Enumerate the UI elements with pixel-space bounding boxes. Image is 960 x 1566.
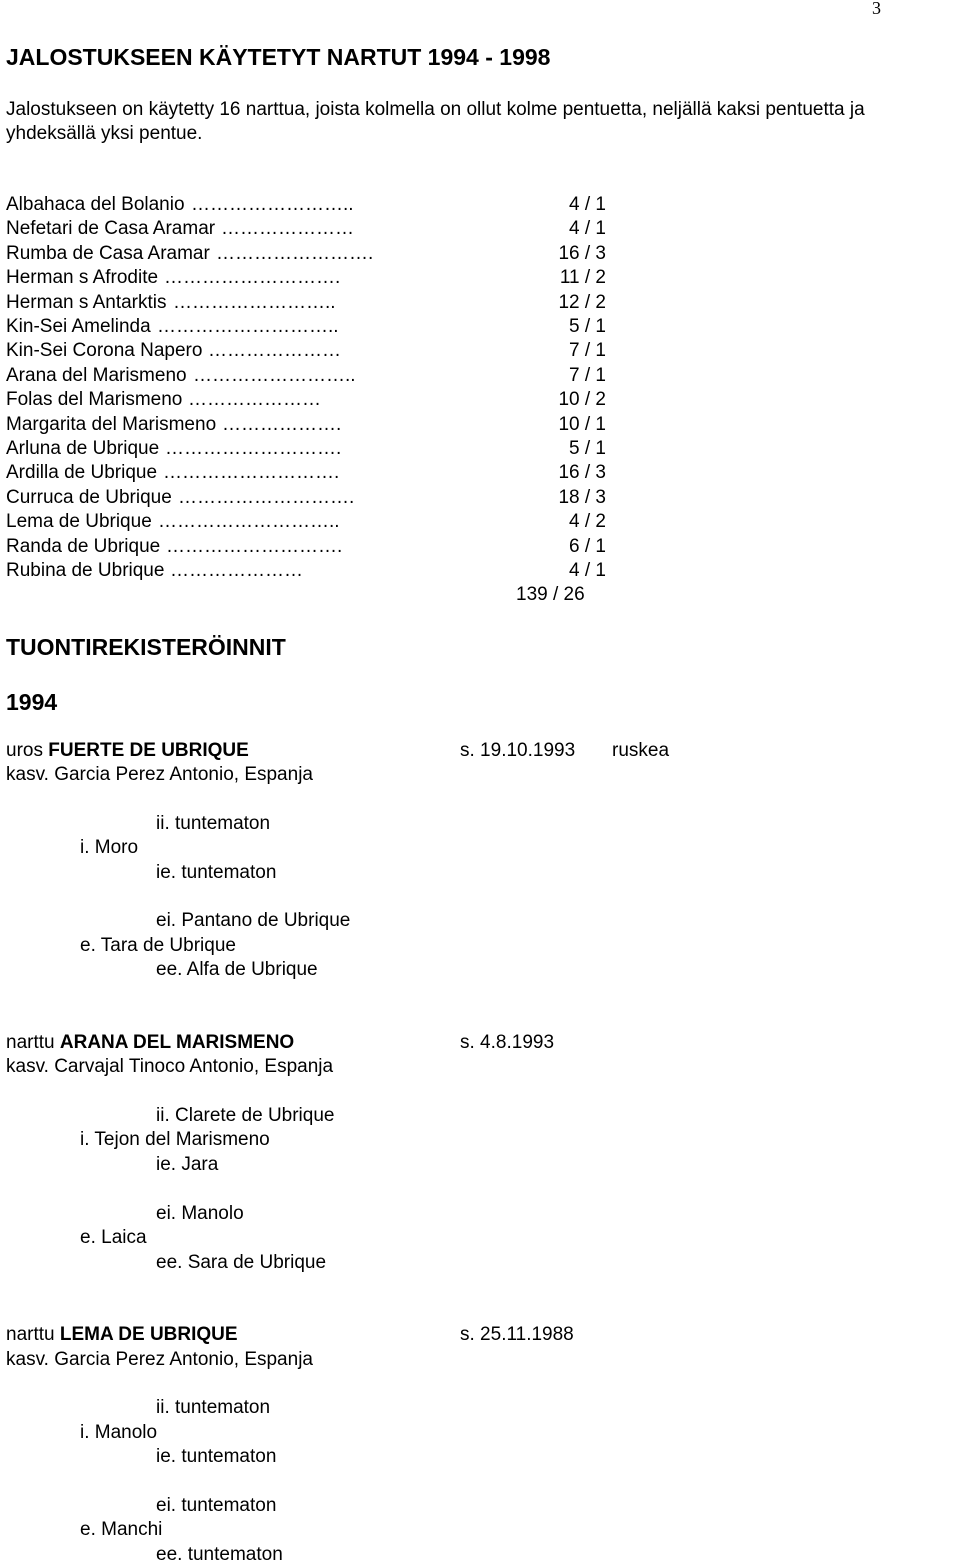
dog-leader-dots: ………………………. — [163, 462, 340, 483]
dog-litters: 11 / 2 — [559, 267, 606, 288]
import-birth: s. 4.8.1993 — [460, 1032, 555, 1053]
dog-litters: 16 / 3 — [558, 462, 606, 483]
dog-name: Rubina de Ubrique — [6, 560, 165, 581]
import-breeder: kasv. Carvajal Tinoco Antonio, Espanja — [6, 1056, 334, 1077]
import-birth: s. 19.10.1993 — [460, 740, 576, 761]
pedigree-ee: ee. tuntematon — [156, 1544, 283, 1565]
dog-name: Herman s Antarktis — [6, 292, 167, 313]
pedigree-ie: ie. Jara — [156, 1154, 219, 1175]
dog-litters: 7 / 1 — [569, 340, 606, 361]
pedigree-ee: ee. Sara de Ubrique — [156, 1252, 327, 1273]
dog-name: Arluna de Ubrique — [6, 438, 160, 459]
import-breeder: kasv. Garcia Perez Antonio, Espanja — [6, 1349, 313, 1370]
dog-leader-dots: ………………… — [221, 218, 354, 239]
import-sex: narttu — [6, 1032, 55, 1053]
dog-leader-dots: …………………….. — [191, 194, 354, 215]
dog-leader-dots: ………………………. — [165, 438, 342, 459]
import-header — [6, 1032, 294, 1054]
pedigree-ie: ie. tuntematon — [156, 862, 277, 883]
pedigree-ei: ei. Pantano de Ubrique — [156, 910, 351, 931]
dog-leader-dots: …………………….. — [173, 292, 336, 313]
pedigree-ei: ei. tuntematon — [156, 1495, 277, 1516]
dog-litters: 12 / 2 — [558, 292, 606, 313]
dog-name: Nefetari de Casa Aramar — [6, 218, 216, 239]
import-header — [6, 1324, 238, 1346]
dog-name: Kin-Sei Amelinda — [6, 316, 151, 337]
pedigree-i: i. Manolo — [80, 1422, 158, 1443]
dog-litters: 16 / 3 — [558, 243, 606, 264]
page-number: 3 — [872, 0, 881, 18]
dog-name: Randa de Ubrique — [6, 536, 161, 557]
import-sex: narttu — [6, 1324, 55, 1345]
dog-leader-dots: …………………….. — [193, 365, 356, 386]
dog-name: Kin-Sei Corona Napero — [6, 340, 203, 361]
dog-name: Margarita del Marismeno — [6, 414, 217, 435]
dog-litters: 4 / 2 — [569, 511, 606, 532]
pedigree-i: i. Tejon del Marismeno — [80, 1129, 270, 1150]
dog-leader-dots: ………………. — [222, 414, 342, 435]
dog-list-total: 139 / 26 — [516, 584, 585, 605]
import-header — [6, 740, 249, 762]
import-name: LEMA DE UBRIQUE — [59, 1324, 238, 1345]
dog-name: Curruca de Ubrique — [6, 487, 172, 508]
dog-leader-dots: ………………… — [188, 389, 321, 410]
year-heading: 1994 — [6, 689, 58, 715]
dog-name: Arana del Marismeno — [6, 365, 187, 386]
dog-leader-dots: ………………… — [170, 560, 303, 581]
dog-name: Albahaca del Bolanio — [6, 194, 185, 215]
pedigree-ii: ii. Clarete de Ubrique — [156, 1105, 335, 1126]
section-title: TUONTIREKISTERÖINNIT — [6, 634, 286, 660]
pedigree-e: e. Tara de Ubrique — [80, 935, 236, 956]
pedigree-e: e. Laica — [80, 1227, 147, 1248]
dog-litters: 4 / 1 — [569, 194, 606, 215]
pedigree-e: e. Manchi — [80, 1519, 163, 1540]
dog-leader-dots: ……………………. — [216, 243, 374, 264]
dog-name: Folas del Marismeno — [6, 389, 183, 410]
dog-leader-dots: ………………………. — [178, 487, 355, 508]
import-sex: uros — [6, 740, 43, 761]
import-birth: s. 25.11.1988 — [460, 1324, 574, 1345]
import-name: ARANA DEL MARISMENO — [59, 1032, 295, 1053]
dog-name: Ardilla de Ubrique — [6, 462, 158, 483]
dog-litters: 7 / 1 — [569, 365, 606, 386]
dog-leader-dots: ………………… — [208, 340, 341, 361]
dog-leader-dots: ……………………….. — [157, 316, 339, 337]
pedigree-ee: ee. Alfa de Ubrique — [156, 959, 318, 980]
dog-leader-dots: ………………………. — [166, 536, 343, 557]
import-color: ruskea — [612, 740, 670, 761]
pedigree-ei: ei. Manolo — [156, 1203, 244, 1224]
dog-leader-dots: ………………………. — [164, 267, 341, 288]
dog-name: Herman s Afrodite — [6, 267, 159, 288]
dog-litters: 4 / 1 — [569, 560, 606, 581]
dog-litters: 5 / 1 — [569, 438, 606, 459]
dog-litters: 4 / 1 — [569, 218, 606, 239]
dog-litters: 10 / 1 — [558, 414, 606, 435]
intro-paragraph: Jalostukseen on käytetty 16 narttua, joista kolmella on ollut kolme pentuetta, neljällä kaksi pentuetta ja yhdeksällä yksi pentue. — [6, 99, 865, 144]
dog-leader-dots: ……………………….. — [158, 511, 340, 532]
dog-litters: 10 / 2 — [558, 389, 606, 410]
dog-litters: 6 / 1 — [569, 536, 606, 557]
pedigree-ii: ii. tuntematon — [156, 1397, 271, 1418]
pedigree-ie: ie. tuntematon — [156, 1446, 277, 1467]
import-breeder: kasv. Garcia Perez Antonio, Espanja — [6, 764, 313, 785]
page-title: JALOSTUKSEEN KÄYTETYT NARTUT 1994 - 1998 — [6, 44, 551, 70]
import-name: FUERTE DE UBRIQUE — [48, 740, 249, 761]
dog-litters: 18 / 3 — [558, 487, 606, 508]
pedigree-i: i. Moro — [80, 837, 139, 858]
pedigree-ii: ii. tuntematon — [156, 813, 271, 834]
dog-name: Lema de Ubrique — [6, 511, 152, 532]
dog-name: Rumba de Casa Aramar — [6, 243, 210, 264]
dog-litters: 5 / 1 — [569, 316, 606, 337]
